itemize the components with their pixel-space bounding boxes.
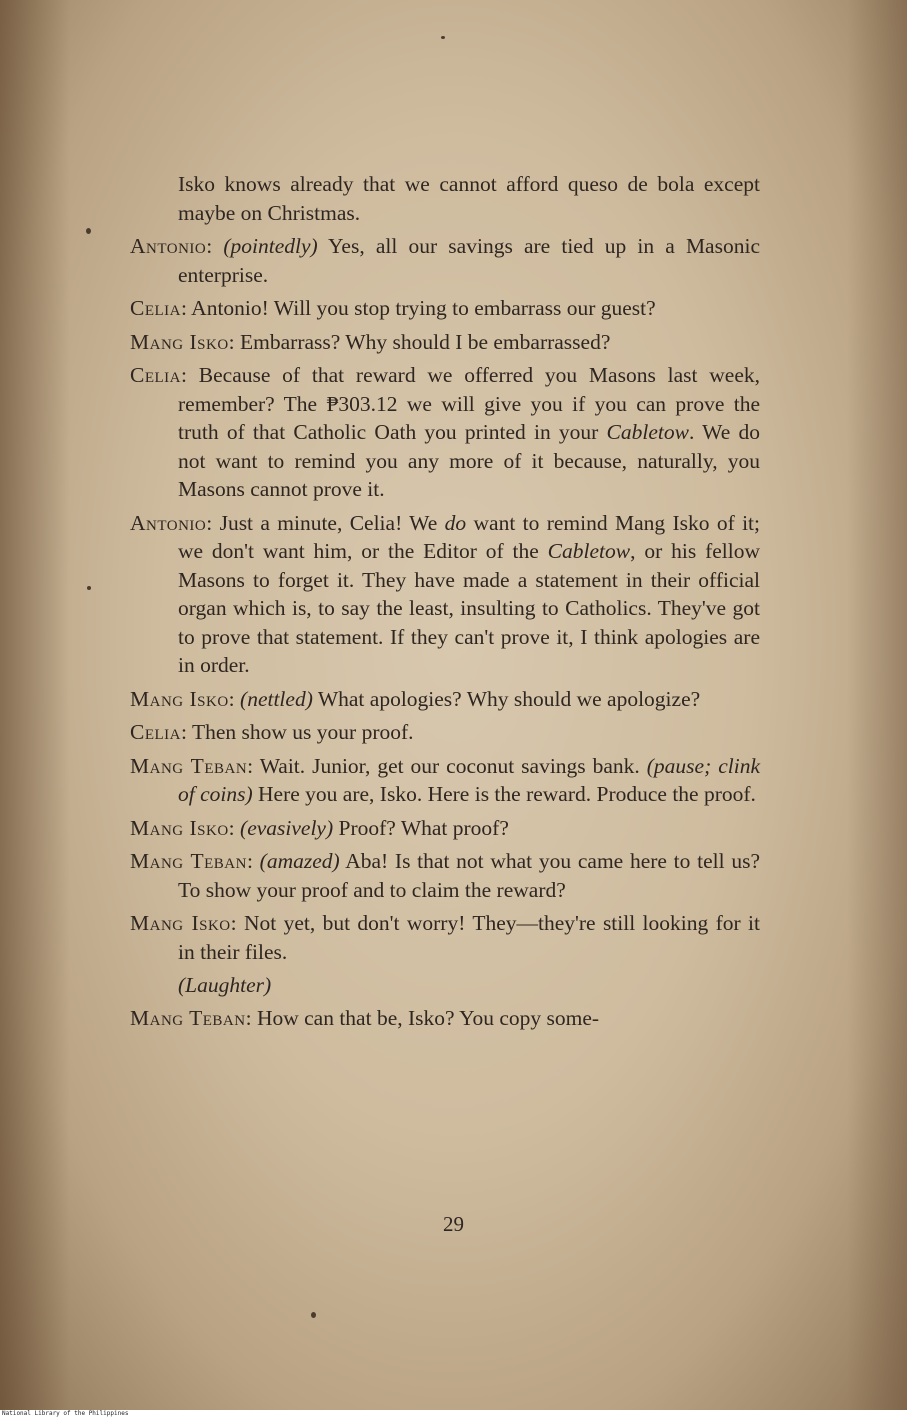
stage-direction: (amazed) — [259, 849, 340, 873]
dialogue-text-run: What apologies? Why should we apologize? — [312, 686, 701, 711]
dialogue-text-run: want to remind Mang Isko of it; we don't want him, or the Editor of the — [178, 510, 760, 563]
dialogue-text-run: Embarrass? Why should I be embarrassed? — [240, 329, 611, 354]
italic-text-run: Cabletow — [606, 420, 689, 444]
ink-speck — [311, 1312, 316, 1318]
dialogue-text-run: Wait. Junior, get our coconut savings bank. — [259, 753, 647, 778]
dialogue-text-run: Antonio! Will you stop trying to embarrass our guest? — [191, 296, 656, 320]
dialogue-line — [130, 814, 760, 843]
speaker-separator: : — [230, 911, 244, 935]
ink-speck — [86, 228, 91, 234]
dialogue-text-run: Because of that reward we offerred you Masons last week, remember? The ₱303.12 we will give you if you can prove the truth of that Catholic Oath you printed in your — [178, 363, 760, 444]
speaker-separator: : — [206, 510, 220, 535]
dialogue-text-run: Isko knows already that we cannot afford queso de bola except maybe on Christmas. — [178, 172, 760, 225]
dialogue-text-run: Yes, all our savings are tied up in a Masonic enterprise. — [178, 234, 760, 287]
speaker-name: Celia — [130, 296, 181, 320]
speaker-name: Celia — [130, 363, 181, 387]
stage-direction: (pointedly) — [223, 234, 318, 258]
dialogue-line — [130, 232, 760, 289]
speaker-name: Antonio — [130, 510, 207, 535]
dialogue-text-run: . We do not want to remind you any more of it because, naturally, you Masons cannot prove it. — [178, 420, 760, 501]
speaker-separator: : — [181, 363, 199, 387]
stage-direction: (nettled) — [240, 686, 313, 711]
dialogue-line — [130, 752, 760, 809]
dialogue-line — [130, 294, 760, 323]
dialogue-line — [130, 685, 760, 714]
speaker-name: Mang Isko — [130, 815, 229, 840]
dialogue-text — [130, 170, 760, 1037]
ink-speck — [87, 586, 91, 590]
dialogue-text-run: Then show us your proof. — [191, 720, 414, 744]
speaker-name: Mang Teban — [130, 849, 247, 873]
dialogue-line — [130, 509, 760, 680]
ink-speck — [441, 36, 445, 39]
dialogue-line — [130, 328, 760, 357]
dialogue-text-run: Proof? What proof? — [333, 815, 509, 840]
speaker-separator: : — [206, 234, 224, 258]
dialogue-text-run: , or his fellow Masons to forget it. They have made a statement in their official organ which is, to say the least, insulting to Catholics. They've got to prove that statement. If they can't prove it, I think apologies are in order. — [178, 539, 760, 677]
dialogue-text-run: How can that be, Isko? You copy some- — [256, 1005, 600, 1030]
speaker-name: Mang Teban — [130, 1005, 246, 1030]
speaker-separator: : — [247, 753, 260, 778]
dialogue-line — [130, 718, 760, 747]
speaker-separator: : — [181, 296, 192, 320]
dialogue-line — [130, 1004, 760, 1033]
continued-paragraph — [130, 170, 760, 227]
dialogue-text-run: Just a minute, Celia! We — [219, 510, 445, 535]
speaker-separator: : — [245, 1005, 257, 1030]
dialogue-text-run: Not yet, but don't worry! They—they're still looking for it in their files. — [178, 911, 760, 964]
speaker-name: Celia — [130, 720, 181, 744]
italic-text-run: do — [444, 510, 467, 535]
speaker-separator: : — [246, 849, 260, 873]
dialogue-line — [130, 909, 760, 966]
page-number: 29 — [443, 1212, 464, 1236]
library-credit: National Library of the Philippines — [0, 1410, 907, 1418]
dialogue-text-run: Aba! Is that not what you came here to tell us? To show your proof and to claim the reward? — [178, 849, 760, 902]
stage-direction: (evasively) — [240, 815, 334, 840]
dialogue-line — [130, 361, 760, 504]
dialogue-line — [130, 847, 760, 904]
italic-text-run: Cabletow — [547, 539, 631, 563]
speaker-name: Mang Isko — [130, 329, 229, 354]
speaker-separator: : — [228, 329, 241, 354]
speaker-separator: : — [181, 720, 192, 744]
speaker-name: Antonio — [130, 234, 207, 258]
dialogue-text-run: Here you are, Isko. Here is the reward. Produce the proof. — [252, 782, 756, 806]
italic-text-run: (pause; clink of coins) — [178, 753, 760, 806]
speaker-separator: : — [228, 686, 241, 711]
speaker-name: Mang Isko — [130, 911, 231, 935]
speaker-name: Mang Isko — [130, 686, 229, 711]
speaker-separator: : — [228, 815, 241, 840]
speaker-name: Mang Teban — [130, 753, 248, 778]
stage-direction: (Laughter) — [178, 973, 272, 997]
